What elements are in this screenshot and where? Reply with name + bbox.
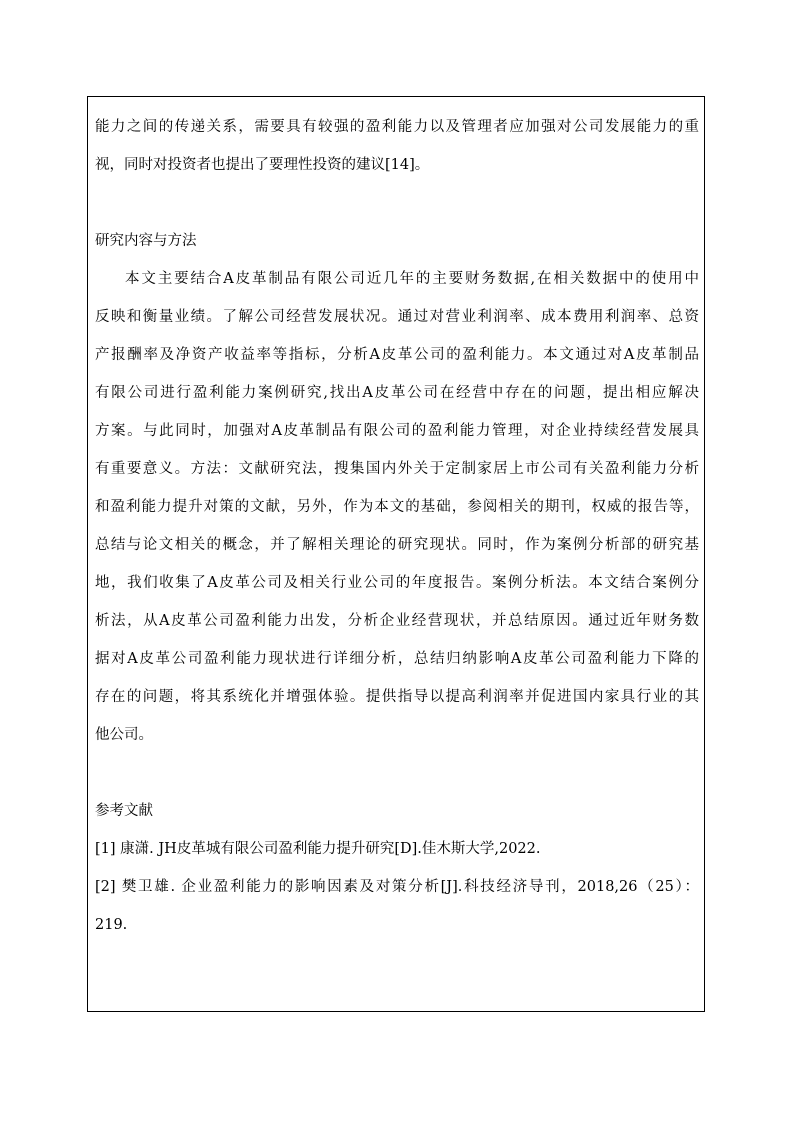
methods-line: 和盈利能力提升对策的文献，另外，作为本文的基础，参阅相关的期刊，权威的报告等，: [95, 499, 699, 515]
reference-item: [1] 康潇. JH皮革城有限公司盈利能力提升研究[D].佳木斯大学,2022.: [95, 841, 541, 857]
reference-item: [2] 樊卫雄. 企业盈利能力的影响因素及对策分析[J].科技经济导刊，2018,26（25）：: [95, 879, 699, 895]
methods-line: 存在的问题，将其系统化并增强体验。提供指导以提高利润率并促进国内家具行业的其: [95, 689, 699, 705]
intro-line: 视，同时对投资者也提出了要理性投资的建议[14]。: [95, 157, 430, 173]
section-heading-references: 参考文献: [95, 803, 153, 819]
methods-line: 本文主要结合A皮革制品有限公司近几年的主要财务数据,在相关数据中的使用中: [125, 271, 699, 287]
methods-line: 总结与论文相关的概念，并了解相关理论的研究现状。同时，作为案例分析部的研究基: [95, 537, 699, 553]
methods-line: 析法，从A皮革公司盈利能力出发，分析企业经营现状，并总结原因。通过近年财务数: [95, 613, 699, 629]
reference-item-continued: 219.: [95, 917, 128, 933]
spacer: [95, 184, 699, 222]
intro-line: 能力之间的传递关系，需要具有较强的盈利能力以及管理者应加强对公司发展能力的重: [95, 119, 699, 135]
spacer: [95, 754, 699, 792]
document-content: [95, 108, 699, 944]
methods-line: 产报酬率及净资产收益率等指标，分析A皮革公司的盈利能力。本文通过对A皮革制品: [95, 347, 699, 363]
methods-line: 反映和衡量业绩。了解公司经营发展状况。通过对营业利润率、成本费用利润率、总资: [95, 309, 699, 325]
document-frame: [87, 96, 705, 1012]
methods-line: 地，我们收集了A皮革公司及相关行业公司的年度报告。案例分析法。本文结合案例分: [95, 575, 699, 591]
methods-line: 据对A皮革公司盈利能力现状进行详细分析，总结归纳影响A皮革公司盈利能力下降的: [95, 651, 699, 667]
section-heading-methods: 研究内容与方法: [95, 233, 197, 249]
methods-line: 有重要意义。方法：文献研究法，搜集国内外关于定制家居上市公司有关盈利能力分析: [95, 461, 699, 477]
methods-line: 他公司。: [95, 727, 153, 743]
methods-line: 方案。与此同时，加强对A皮革制品有限公司的盈利能力管理，对企业持续经营发展具: [95, 423, 699, 439]
methods-line: 有限公司进行盈利能力案例研究,找出A皮革公司在经营中存在的问题，提出相应解决: [95, 385, 699, 401]
